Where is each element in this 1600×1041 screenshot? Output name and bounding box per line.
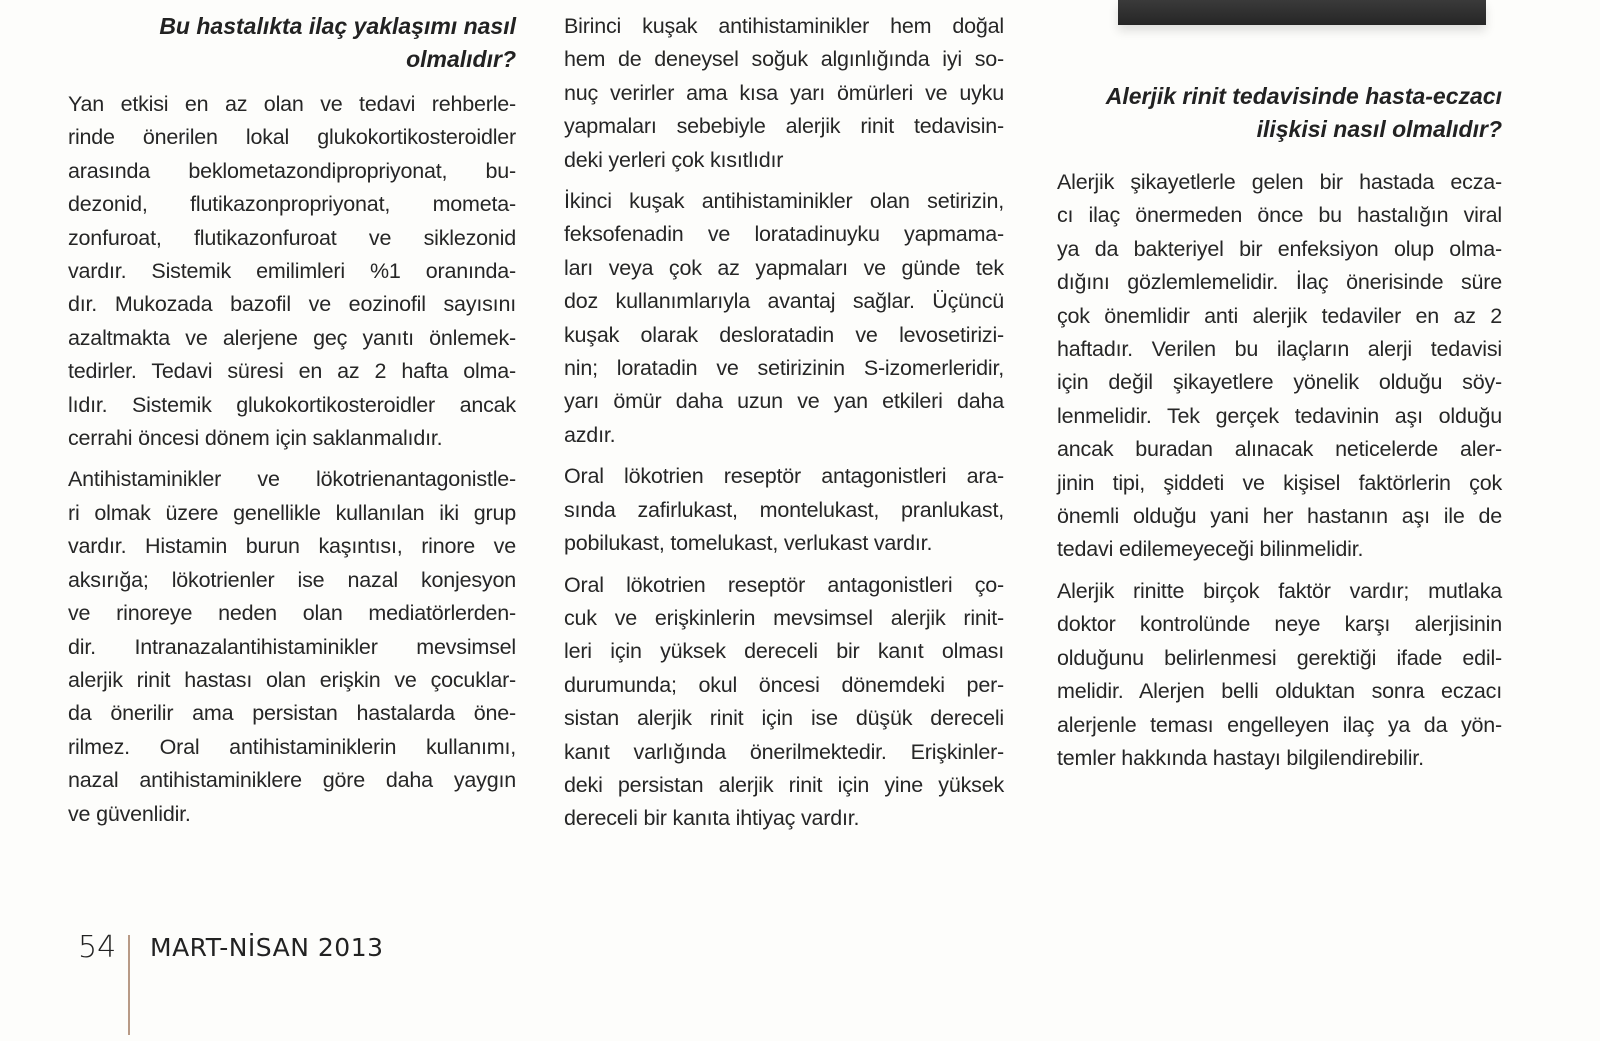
text-line: melidir. Alerjen belli olduktan sonra eczacı xyxy=(1057,679,1502,704)
text-line: arasında beklometazondipropriyonat, bu- xyxy=(68,158,516,183)
text-line: durumunda; okul öncesi dönemdeki per- xyxy=(564,672,1004,697)
section-heading-drug-approach xyxy=(68,10,516,76)
text-line: Alerjik şikayetlerle gelen bir hastada ecza- xyxy=(1057,170,1502,194)
text-line: rilmez. Oral antihistaminiklerin kullanımı, xyxy=(68,734,516,759)
text-line: deki persistan alerjik rinit için yine yüksek xyxy=(564,772,1004,797)
text-line: doz kullanımlarıyla avantaj sağlar. Üçüncü xyxy=(564,289,1004,314)
text-line: doktor kontrolünde neye karşı alerjisinin xyxy=(1057,612,1502,637)
text-line: için değil şikayetlere yönelik olduğu söy- xyxy=(1057,370,1502,395)
text-line: Antihistaminikler ve lökotrienantagonistle- xyxy=(68,467,516,492)
text-line: Birinci kuşak antihistaminikler hem doğal xyxy=(564,14,1004,38)
heading-line: Bu hastalıkta ilaç yaklaşımı nasıl xyxy=(159,13,516,39)
text-line: olduğunu belirlenmesi gerektiği ifade edil- xyxy=(1057,645,1502,670)
photo-bottom-edge xyxy=(1118,0,1486,25)
text-line: Alerjik rinitte birçok faktör vardır; mutlaka xyxy=(1057,578,1502,603)
text-line: pobilukast, tomelukast, verlukast vardır. xyxy=(564,531,933,556)
text-line: Yan etkisi en az olan ve tedavi rehberle- xyxy=(68,92,516,116)
text-line: ve güvenlidir. xyxy=(68,801,191,826)
text-line: cuk ve erişkinlerin mevsimsel alerjik rinit- xyxy=(564,605,1004,630)
text-line: dir. Intranazalantihistaminikler mevsimsel xyxy=(68,634,516,659)
text-line: rinde önerilen lokal glukokortikosteroidler xyxy=(68,125,516,150)
text-line: zonfuroat, flutikazonfuroat ve siklezonid xyxy=(68,225,516,250)
paragraph xyxy=(1057,166,1502,567)
text-line: sında zafirlukast, montelukast, pranlukast, xyxy=(564,497,1004,522)
text-line: aksırığa; lökotrienler ise nazal konjesyon xyxy=(68,567,516,592)
text-line: İkinci kuşak antihistaminikler olan setirizin, xyxy=(564,189,1004,214)
heading-line: Alerjik rinit tedavisinde hasta-eczacı xyxy=(1105,83,1502,109)
paragraph xyxy=(564,10,1004,177)
text-line: dığını gözlemlemelidir. İlaç önerisinde süre xyxy=(1057,270,1502,295)
page-number: 54 xyxy=(78,930,117,965)
text-line: nuç verirler ama kısa yarı ömürleri ve uyku xyxy=(564,80,1004,105)
text-line: temler hakkında hastayı bilgilendirebilir. xyxy=(1057,745,1424,770)
text-line: alerjik rinit hastası olan erişkin ve çocuklar- xyxy=(68,667,516,692)
text-line: azaltmakta ve alerjene geç yanıtı önlemek- xyxy=(68,325,516,350)
text-line: ancak buradan alınacak neticelerde aler- xyxy=(1057,437,1502,462)
text-line: dır. Mukozada bazofil ve eozinofil sayısını xyxy=(68,292,516,317)
text-line: önemli olduğu yani her hastanın aşı ile de xyxy=(1057,504,1502,529)
text-line: azdır. xyxy=(564,422,616,447)
paragraph xyxy=(1057,575,1502,775)
column-2 xyxy=(564,10,1004,844)
text-line: cerrahi öncesi dönem için saklanmalıdır. xyxy=(68,426,443,451)
text-line: ri olmak üzere genellikle kullanılan iki grup xyxy=(68,500,516,525)
text-line: haftadır. Verilen bu ilaçların alerji tedavisi xyxy=(1057,337,1502,362)
text-line: nazal antihistaminiklere göre daha yaygın xyxy=(68,768,516,793)
text-line: ları veya çok az yapmaları ve günde tek xyxy=(564,255,1004,280)
text-line: ya da bakteriyel bir enfeksiyon olup olma- xyxy=(1057,236,1502,261)
paragraph xyxy=(68,88,516,455)
text-line: sistan alerjik rinit için ise düşük dereceli xyxy=(564,706,1004,731)
section-heading-patient-pharmacist xyxy=(1057,80,1502,146)
paragraph xyxy=(564,569,1004,836)
heading-line: olmalıdır? xyxy=(406,46,516,72)
text-line: cı ilaç önermeden önce bu hastalığın viral xyxy=(1057,203,1502,228)
text-line: da önerilir ama persistan hastalarda öne- xyxy=(68,701,516,726)
column-1 xyxy=(68,0,516,839)
text-line: yapmaları sebebiyle alerjik rinit tedavisin- xyxy=(564,114,1004,139)
text-line: nin; loratadin ve setirizinin S-izomerleridir, xyxy=(564,356,1004,381)
text-line: feksofenadin ve loratadinuyku yapmama- xyxy=(564,222,1004,247)
issue-date: MART-NİSAN 2013 xyxy=(150,933,384,962)
text-line: dereceli bir kanıta ihtiyaç vardır. xyxy=(564,806,860,831)
text-line: yarı ömür daha uzun ve yan etkileri daha xyxy=(564,389,1004,414)
text-line: çok önemlidir anti alerjik tedaviler en az 2 xyxy=(1057,303,1502,328)
text-line: deki yerleri çok kısıtlıdır xyxy=(564,147,784,172)
column-3 xyxy=(1057,80,1502,783)
text-line: kuşak olarak desloratadin ve levosetirizi- xyxy=(564,322,1004,347)
text-line: ve rinoreye neden olan mediatörlerden- xyxy=(68,601,516,626)
text-line: kanıt varlığında önerilmektedir. Erişkinler- xyxy=(564,739,1004,764)
text-line: Oral lökotrien reseptör antagonistleri ço- xyxy=(564,572,1004,597)
text-line: dezonid, flutikazonpropriyonat, mometa- xyxy=(68,192,516,217)
text-line: alerjenle teması engelleyen ilaç ya da yön- xyxy=(1057,712,1502,737)
paragraph xyxy=(564,460,1004,560)
paragraph xyxy=(564,185,1004,452)
text-line: Oral lökotrien reseptör antagonistleri ara- xyxy=(564,464,1004,489)
text-line: hem de deneysel soğuk algınlığında iyi so- xyxy=(564,47,1004,72)
paragraph xyxy=(68,463,516,830)
text-line: lenmelidir. Tek gerçek tedavinin aşı olduğu xyxy=(1057,403,1502,428)
text-line: jinin tipi, şiddeti ve kişisel faktörlerin çok xyxy=(1057,470,1502,495)
text-line: leri için yüksek dereceli bir kanıt olması xyxy=(564,639,1004,664)
text-line: tedavi edilemeyeceği bilinmelidir. xyxy=(1057,537,1364,562)
text-line: vardır. Sistemik emilimleri %1 oranında- xyxy=(68,259,516,284)
text-line: tedirler. Tedavi süresi en az 2 hafta olma- xyxy=(68,359,516,384)
text-line: lıdır. Sistemik glukokortikosteroidler ancak xyxy=(68,392,516,417)
heading-line: ilişkisi nasıl olmalıdır? xyxy=(1256,116,1502,142)
footer-divider xyxy=(128,935,130,1035)
text-line: vardır. Histamin burun kaşıntısı, rinore ve xyxy=(68,534,516,559)
